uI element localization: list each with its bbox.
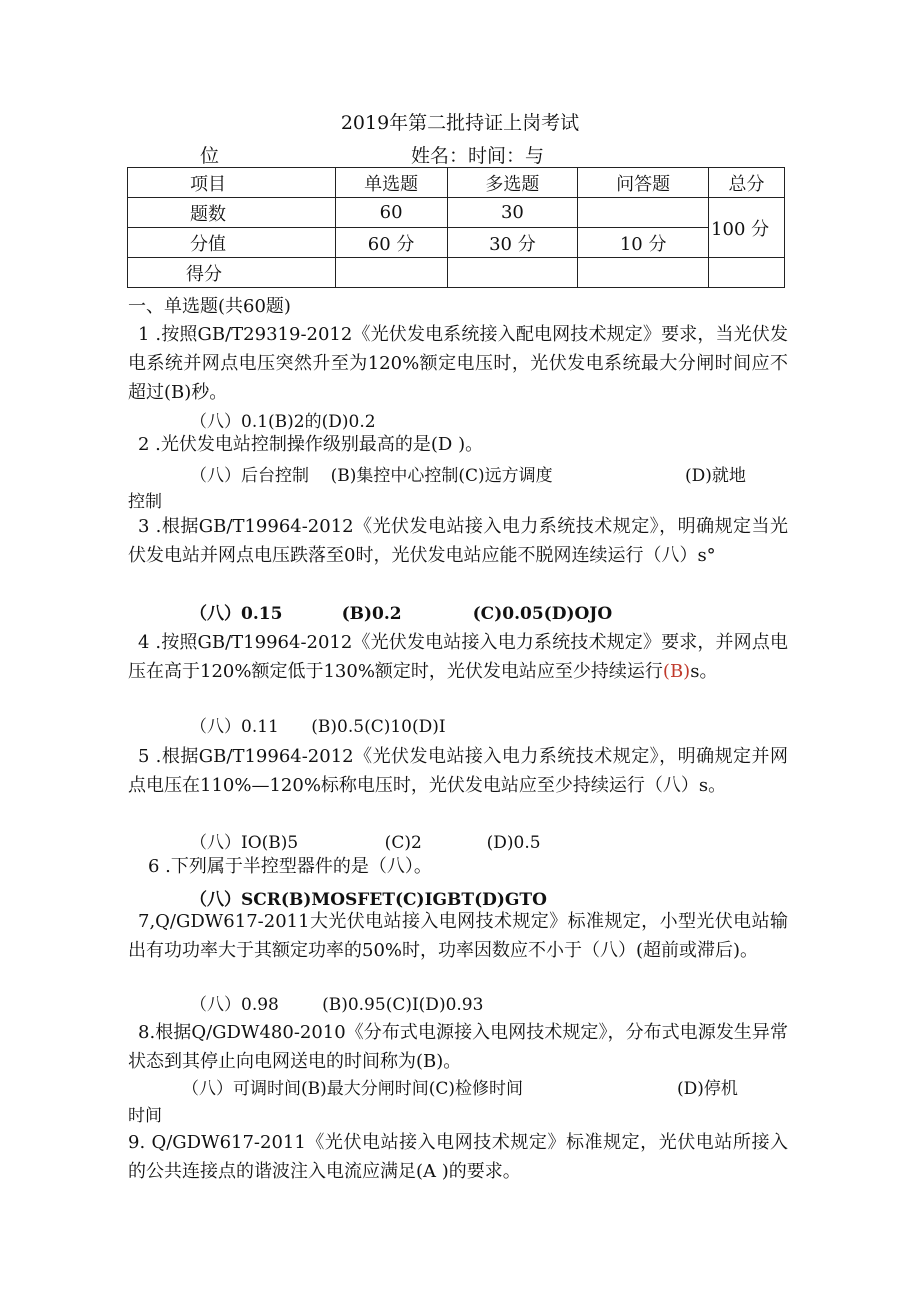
- question-text: 7,Q/GDW617-2011大光伏电站接入电网技术规定》标准规定，小型光伏电站输出有功功率大于其额定功率的50%时，功率因数应不小于（八）(超前或滞后)。: [128, 911, 788, 961]
- question-text: 1 .按照GB/T29319-2012《光伏发电系统接入配电网技术规定》要求，当光伏发电系统并网点电压突然升至为120%额定电压时，光伏发电系统最大分闸时间应不超过(B)秒。: [128, 324, 788, 403]
- question-text: 2 .光伏发电站控制操作级别最高的是(D )。: [138, 434, 484, 455]
- question-5: [128, 742, 788, 800]
- table-cell: 60 分: [335, 228, 447, 258]
- table-cell: 30 分: [447, 228, 578, 258]
- question-2: [128, 430, 788, 459]
- question-text: 6 .下列属于半控型器件的是（八）。: [148, 856, 432, 877]
- table-row-value: [128, 228, 785, 258]
- question-options: （八）0.15 (B)0.2 (C)0.05(D)OJO: [190, 604, 613, 624]
- table-header-cell: 问答题: [578, 168, 709, 198]
- question-4: [128, 628, 788, 686]
- row-label: 分值: [128, 228, 336, 258]
- meta-right-label: 姓名：时间：与: [411, 145, 545, 167]
- score-input-cell[interactable]: [709, 258, 785, 288]
- exam-meta-line: [200, 141, 544, 168]
- total-score-cell: 100 分: [709, 198, 785, 258]
- score-input-cell[interactable]: [447, 258, 578, 288]
- exam-title: 2019年第二批持证上岗考试: [340, 112, 580, 134]
- score-table: [127, 167, 785, 288]
- question-text: 3 .根据GB/T19964-2012《光伏发电站接入电力系统技术规定》，明确规定当光伏发电站并网点电压跌落至0时，光伏发电站应能不脱网连续运行（八）s°: [128, 516, 788, 566]
- question-3: [128, 512, 788, 570]
- table-cell: [578, 198, 709, 228]
- question-text: 8.根据Q/GDW480-2010《分布式电源接入电网技术规定》，分布式电源发生异常状态到其停止向电网送电的时间称为(B)。: [128, 1022, 788, 1072]
- question-options: （八）后台控制 (B)集控中心控制(C)远方调度: [190, 466, 553, 486]
- meta-left-label: 位: [200, 145, 220, 167]
- table-row-count: [128, 198, 785, 228]
- table-header-row: [128, 168, 785, 198]
- question-options: （八）0.98 (B)0.95(C)I(D)0.93: [190, 995, 484, 1015]
- table-row-score: [128, 258, 785, 288]
- question-7: [128, 907, 788, 965]
- table-cell: 60: [335, 198, 447, 228]
- question-options: (D)就地: [685, 466, 746, 486]
- question-options: （八）0.11 (B)0.5(C)10(D)I: [190, 717, 446, 737]
- section-title: 一、单选题(共60题): [128, 296, 291, 317]
- question-options: 时间: [128, 1106, 162, 1126]
- table-header-cell: 单选题: [335, 168, 447, 198]
- question-9: [128, 1128, 788, 1186]
- answer-mark: (B): [662, 661, 691, 682]
- question-options: 控制: [128, 492, 162, 512]
- question-text: 5 .根据GB/T19964-2012《光伏发电站接入电力系统技术规定》，明确规定并网点电压在110%—120%标称电压时，光伏发电站应至少持续运行（八）s。: [128, 746, 788, 796]
- table-header-cell: 总分: [709, 168, 785, 198]
- score-input-cell[interactable]: [578, 258, 709, 288]
- row-label: 得分: [128, 258, 336, 288]
- question-text: 9. Q/GDW617-2011《光伏电站接入电网技术规定》标准规定，光伏电站所接入的公共连接点的谐波注入电流应满足(A )的要求。: [128, 1132, 788, 1182]
- question-options: （八）可调时间(B)最大分闸时间(C)检修时间: [182, 1079, 524, 1099]
- unit-blank-line: [221, 147, 409, 168]
- table-cell: 10 分: [578, 228, 709, 258]
- row-label: 题数: [128, 198, 336, 228]
- question-options: (D)停机: [677, 1079, 738, 1099]
- question-6: [128, 852, 788, 881]
- question-options: （八）0.1(B)2的(D)0.2: [190, 412, 376, 432]
- score-input-cell[interactable]: [335, 258, 447, 288]
- table-header-cell: 项目: [128, 168, 336, 198]
- question-1: [128, 320, 788, 407]
- question-options: （八）IO(B)5 (C)2 (D)0.5: [190, 833, 541, 853]
- table-cell: 30: [447, 198, 578, 228]
- question-8: [128, 1018, 788, 1076]
- question-options: （八）SCR(B)MOSFET(C)IGBT(D)GTO: [190, 890, 547, 910]
- table-header-cell: 多选题: [447, 168, 578, 198]
- question-text: 4 .按照GB/T19964-2012《光伏发电站接入电力系统技术规定》要求，并网点电压在高于120%额定低于130%额定时，光伏发电站应至少持续运行: [128, 632, 788, 682]
- question-text-tail: s。: [690, 661, 718, 682]
